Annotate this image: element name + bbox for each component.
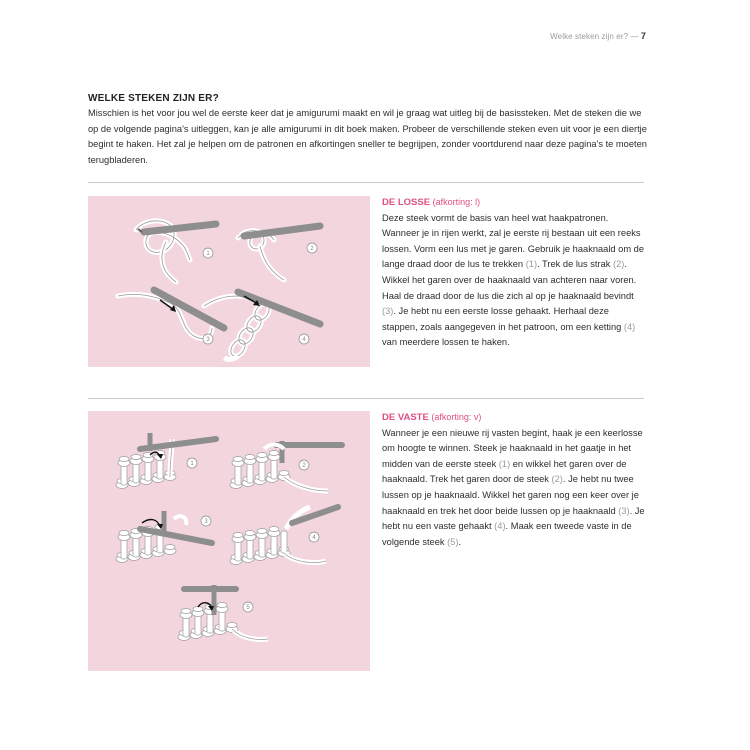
stitch-abbreviation: (afkorting: l) — [432, 197, 481, 207]
stitch-body-text: en wikkel het garen over de haaknaald. Trek het garen door de steek — [382, 458, 627, 485]
chain-step-1-figure — [136, 221, 216, 282]
step-reference: (1) — [525, 259, 538, 270]
sc-step-1-figure — [116, 433, 216, 489]
step-reference: (3) — [618, 505, 630, 516]
stitch-name: DE LOSSE — [382, 197, 431, 208]
sc-step-3-figure — [116, 511, 212, 563]
chain-stitch-text — [382, 195, 646, 351]
stitch-body-text: . Je hebt nu een eerste losse gehaakt. Herhaal deze stappen, zoals aangegeven in het patroon, om een ketting — [382, 306, 624, 332]
chain-step-2-figure — [238, 226, 320, 280]
sc-step-4-figure — [230, 507, 338, 565]
step-reference: (4) — [623, 321, 636, 332]
step-reference: (4) — [494, 521, 506, 532]
stitch-body-text: . Je hebt nu een vaste gehaakt — [382, 505, 645, 532]
sc-step-2-figure — [230, 441, 342, 491]
sc-step-label: 4 — [312, 535, 316, 541]
sc-step-label: 1 — [190, 461, 194, 467]
chain-step-label: 4 — [302, 337, 306, 343]
stitch-body-text: Deze steek vormt de basis van heel wat haakpatronen. Wanneer je in rijen werkt, zal je eerste rij bestaan uit een reeks lossen. Vorm een lus met je garen. Gebruik je haaknaald om de lange draad door de lus te trekken — [382, 212, 645, 270]
single-crochet-text — [382, 410, 646, 550]
step-reference: (2) — [551, 474, 563, 485]
chain-step-label: 2 — [310, 246, 314, 252]
sc-step-label: 5 — [246, 605, 250, 611]
chain-stitch-illustration — [88, 196, 370, 367]
stitch-body-text: . Wikkel het garen over de haaknaald van achteren naar voren. Haal de draad door de lus die zich al op je haaknaald bevindt — [382, 259, 637, 301]
section-title: WELKE STEKEN ZIJN ER? — [88, 93, 219, 104]
stitch-body-text: . Maak een tweede vaste in de volgende steek — [382, 521, 632, 547]
stitch-name: DE VASTE — [382, 412, 429, 423]
step-reference: (1) — [498, 458, 511, 469]
step-reference: (5) — [447, 536, 459, 547]
stitch-body-text: Wanneer je een nieuwe rij vasten begint, haak je een keerlosse om hoogte te winnen. Steek je haaknaald in het gaatje in het midden van de eerste steek — [382, 427, 643, 469]
chain-step-label: 1 — [206, 251, 210, 257]
step-reference: (3) — [382, 306, 394, 317]
stitch-body-text: van meerdere lossen te haken. — [382, 337, 510, 348]
sc-step-label: 2 — [302, 463, 306, 469]
chain-step-label: 3 — [206, 337, 210, 343]
step-reference: (2) — [613, 259, 625, 270]
stitch-body-text: . — [458, 536, 462, 547]
running-head-title: Welke steken zijn er? — [550, 32, 629, 41]
chain-step-3-figure — [118, 290, 224, 344]
stitch-body-text: . Trek de lus strak — [537, 259, 614, 270]
sc-step-label: 3 — [204, 519, 208, 525]
single-crochet-illustration — [88, 411, 370, 671]
divider — [88, 398, 644, 399]
page-number: 7 — [640, 31, 646, 41]
intro-paragraph: Misschien is het voor jou wel de eerste keer dat je amigurumi maakt en wil je graag wat uitleg bij de basissteken. Met de steken die we op de volgende pagina's uitleggen, kan je alle amigurumi in dit boek maken. Probeer de verschillende steken even uit voor je een diertje begint te haken. Het zal je helpen om de patronen en afkortingen sneller te begrijpen, zonder voortdurend naar deze pagina's te moeten terugbladeren. — [88, 108, 647, 165]
stitch-abbreviation: (afkorting: v) — [431, 412, 482, 422]
stitch-heading — [382, 410, 646, 426]
stitch-heading — [382, 195, 646, 211]
divider — [88, 182, 644, 183]
sc-step-5-figure — [178, 585, 268, 641]
running-head-separator: — — [628, 32, 641, 41]
running-head — [550, 31, 646, 41]
stitch-body-text: . Je hebt nu twee lussen op je haaknaald. Wikkel het garen nog een keer over je haaknaald en trek het door beide lussen op je haaknaald — [382, 474, 639, 516]
